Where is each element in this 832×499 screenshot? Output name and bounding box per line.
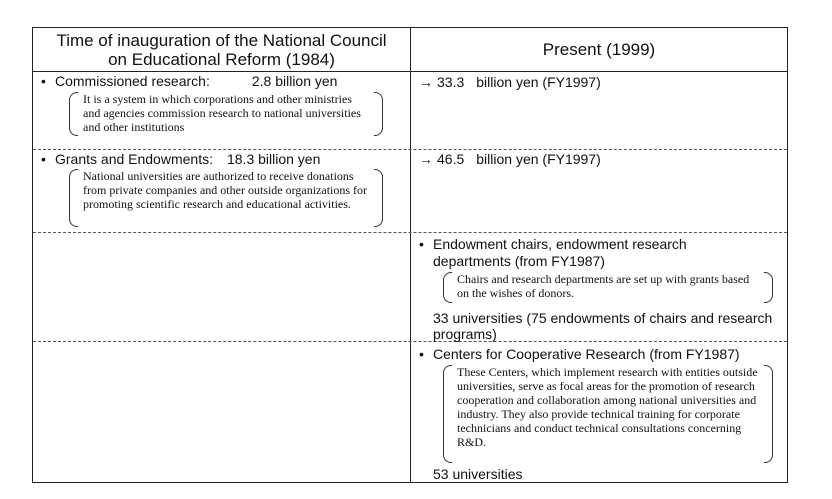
row2-right [419, 151, 601, 167]
commissioned-present-value: 33.3 [437, 74, 465, 90]
comparison-table [32, 27, 788, 483]
grants-amount: 18.3 billion yen [226, 151, 321, 167]
header-left [33, 28, 410, 71]
commissioned-note-text: It is a system in which corporations and other ministries and agencies commission research to national universities and other institutions [83, 92, 361, 134]
cooperative-centers-note-text: These Centers, which implement research with entities outside universities, serve as focal areas for the promotion of research cooperation and collaboration among national universities and industry. They also provide technical training for corporate technicians and conduct technical consultations concerning R&D. [457, 365, 758, 449]
arrow-icon: → [419, 74, 433, 90]
row-divider-1 [33, 149, 787, 150]
grants-present-value: 46.5 [437, 151, 465, 167]
grants-note-text: National universities are authorized to receive donations from private companies and other outside organizations for promoting scientific research and educational activities. [83, 169, 368, 211]
arrow-icon: → [419, 151, 433, 167]
commissioned-amount: 2.8 billion yen [251, 73, 338, 89]
bullet-icon: • [419, 236, 424, 252]
bullet-icon: • [41, 73, 46, 89]
right-brace-icon [764, 365, 773, 463]
grants-label: Grants and Endowments: [55, 151, 213, 167]
row4-right-bullet [419, 346, 740, 363]
left-brace-icon [69, 92, 78, 136]
commissioned-label: Commissioned research: [55, 73, 210, 89]
row1-right [419, 74, 601, 90]
commissioned-note [69, 92, 383, 136]
right-brace-icon [374, 92, 383, 136]
column-divider [410, 28, 411, 482]
row2-left-bullet [41, 151, 320, 168]
endowment-chairs-note [443, 272, 773, 303]
grants-present-unit: billion yen (FY1997) [476, 151, 601, 167]
cooperative-centers-title: Centers for Cooperative Research (from FY1987) [433, 346, 740, 362]
left-brace-icon [69, 169, 78, 227]
cooperative-centers-note [443, 365, 773, 463]
row-divider-2 [33, 232, 787, 233]
right-brace-icon [374, 169, 383, 227]
right-brace-icon [764, 272, 773, 303]
left-brace-icon [443, 365, 452, 463]
row3-right-bullet [419, 236, 759, 270]
header-left-line2: on Educational Reform (1984) [108, 49, 335, 69]
row1-left-bullet [41, 73, 337, 90]
endowment-chairs-note-text: Chairs and research departments are set up with grants based on the wishes of donors. [457, 272, 750, 300]
bullet-icon: • [419, 346, 424, 362]
endowment-chairs-count: 33 universities (75 endowments of chairs and research programs) [433, 310, 773, 342]
endowment-chairs-title: Endowment chairs, endowment research departments (from FY1987) [433, 236, 687, 269]
left-brace-icon [443, 272, 452, 303]
cooperative-centers-count: 53 universities [433, 466, 523, 482]
header-divider [33, 71, 787, 72]
commissioned-present-unit: billion yen (FY1997) [476, 74, 601, 90]
bullet-icon: • [41, 151, 46, 167]
header-left-line1: Time of inauguration of the National Council [56, 30, 387, 50]
grants-note [69, 169, 383, 227]
header-right: Present (1999) [542, 40, 656, 59]
